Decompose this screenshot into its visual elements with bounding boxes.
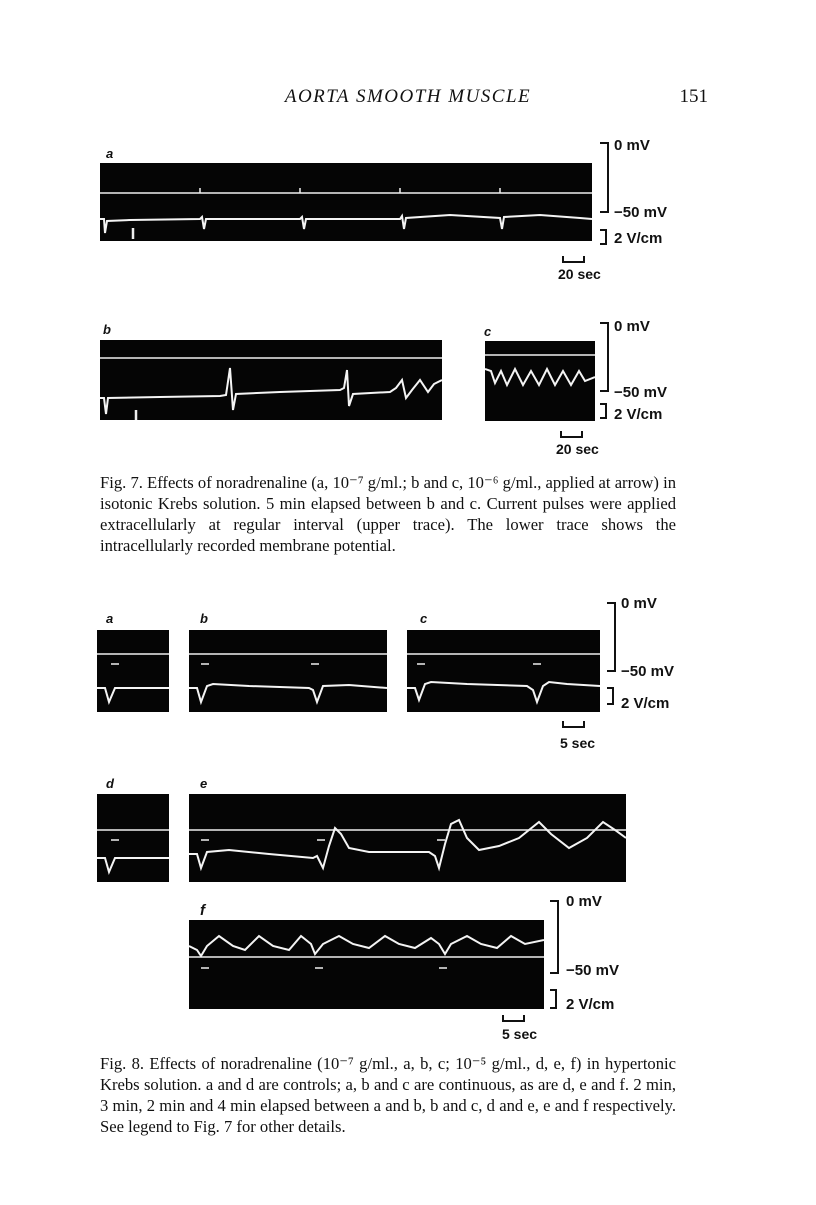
fig8-scale-volt: 2 V/cm bbox=[621, 695, 670, 712]
fig8-scale-volt-f: 2 V/cm bbox=[566, 996, 615, 1013]
fig7-panel-b-trace bbox=[100, 340, 442, 420]
fig7-panel-c-label: c bbox=[484, 324, 492, 339]
fig7-scale-volt-b: 2 V/cm bbox=[614, 406, 663, 423]
fig7-scale-time: 20 sec bbox=[558, 266, 601, 282]
fig7-panel-c-trace bbox=[485, 341, 595, 421]
fig8-panel-d-trace bbox=[97, 794, 169, 882]
fig8-panel-c-label: c bbox=[420, 611, 428, 626]
fig7-scale-volt: 2 V/cm bbox=[614, 230, 663, 247]
fig7-panel-a-label: a bbox=[106, 146, 114, 161]
fig8-panel-a-trace bbox=[97, 630, 169, 712]
fig8-panel-c-trace bbox=[407, 630, 600, 712]
fig7-scale-minus50mv: −50 mV bbox=[614, 204, 667, 221]
fig8-scale-0mv: 0 mV bbox=[621, 595, 657, 612]
fig7-scale-time-b: 20 sec bbox=[556, 441, 599, 457]
fig8-panel-a-label: a bbox=[106, 611, 114, 626]
fig8-panel-b-trace bbox=[189, 630, 387, 712]
fig8-scale-time-f: 5 sec bbox=[502, 1026, 538, 1042]
fig7-scale-0mv: 0 mV bbox=[614, 137, 650, 154]
fig8-scale-minus50mv-f: −50 mV bbox=[566, 962, 619, 979]
fig8-panel-d-label: d bbox=[106, 776, 114, 791]
fig8-panel-f-trace bbox=[189, 920, 544, 1009]
fig7-caption: Fig. 7. Effects of noradrenaline (a, 10⁻⁷ g/ml.; b and c, 10⁻⁶ g/ml., applied at arrow) in isotonic Krebs solution. 5 min elapsed between b and c. Current pulses were applied extracellularly at regular interval (upper trace). The lower trace shows the intracellularly recorded membrane potential. bbox=[100, 473, 676, 555]
fig7-scale-0mv-b: 0 mV bbox=[614, 318, 650, 335]
fig8-scale-0mv-f: 0 mV bbox=[566, 893, 602, 910]
fig7-panel-b-label: b bbox=[103, 322, 111, 337]
running-header: AORTA SMOOTH MUSCLE bbox=[284, 86, 532, 107]
fig8-scale-time: 5 sec bbox=[560, 735, 596, 751]
fig8-panel-e-trace bbox=[189, 794, 626, 882]
fig7-scale-minus50mv-b: −50 mV bbox=[614, 384, 667, 401]
fig8-panel-e-label: e bbox=[200, 776, 208, 791]
fig8-scale-minus50mv: −50 mV bbox=[621, 663, 674, 680]
page-number: 151 bbox=[679, 86, 708, 107]
fig8-panel-f-label: f bbox=[200, 902, 205, 919]
fig8-panel-b-label: b bbox=[200, 611, 208, 626]
fig8-caption: Fig. 8. Effects of noradrenaline (10⁻⁷ g/ml., a, b, c; 10⁻⁵ g/ml., d, e, f) in hypertonic Krebs solution. a and d are controls; a, b and c are continuous, as are d, e and f. 2 min, 3 min, 2 min and 4 min elapsed between a and b, b and c, d and e, e and f respectively. See legend to Fig. 7 for other details. bbox=[100, 1054, 676, 1136]
fig7-panel-a-trace bbox=[100, 163, 592, 241]
